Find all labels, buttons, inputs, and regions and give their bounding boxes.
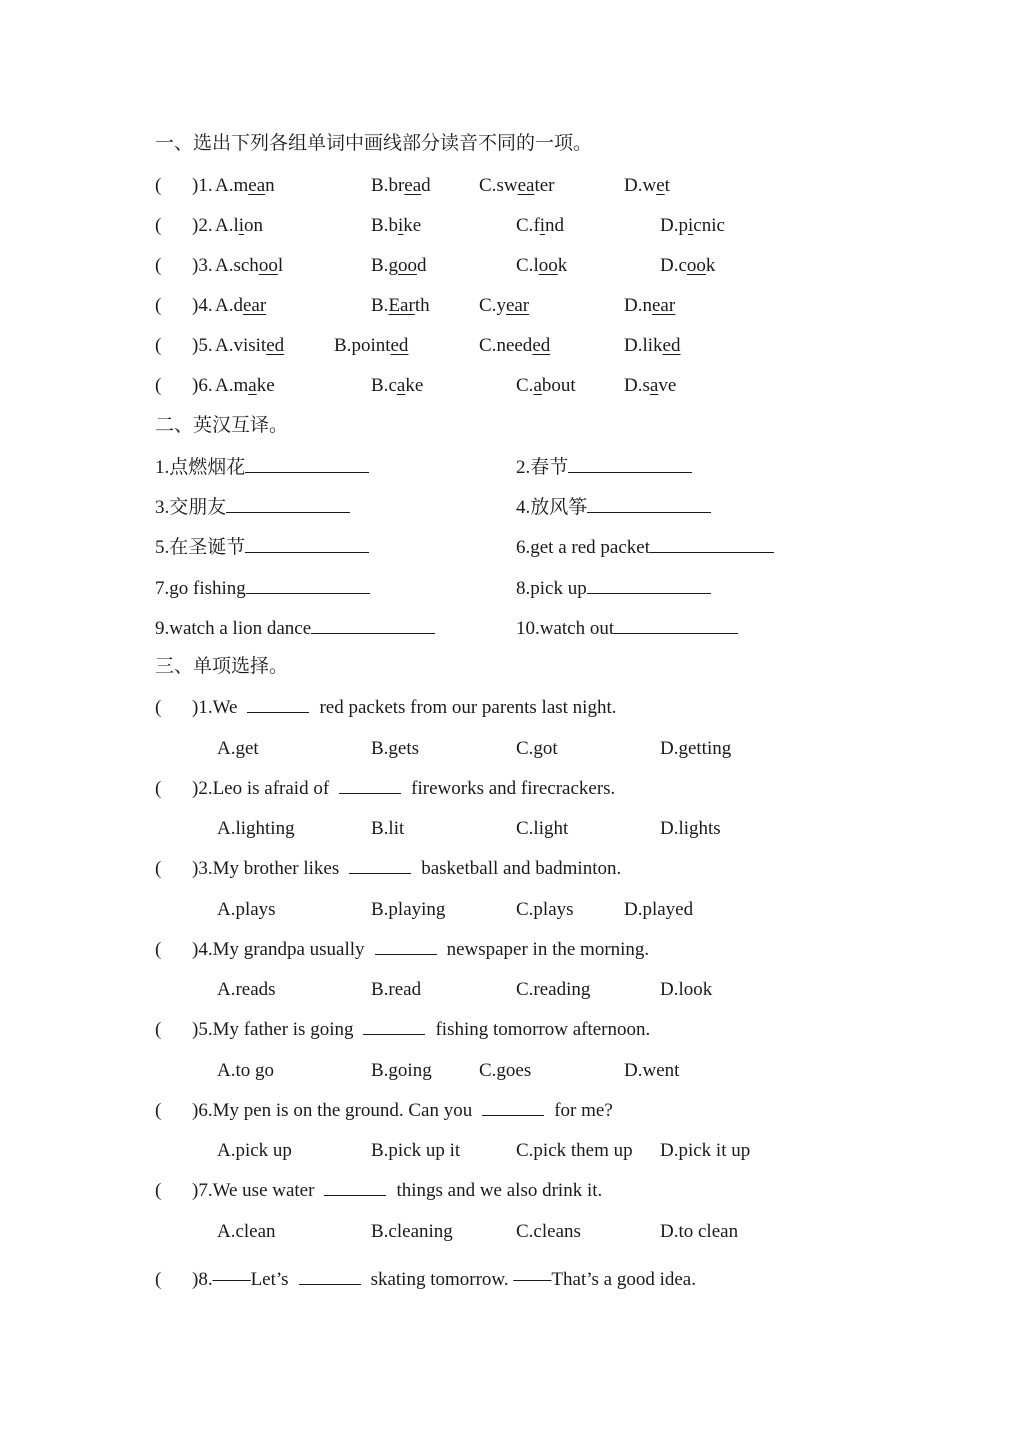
answer-paren: ( bbox=[155, 778, 162, 799]
option bbox=[371, 251, 426, 281]
option: B.gets bbox=[371, 738, 420, 759]
answer-blank bbox=[324, 1177, 386, 1196]
answer-blank bbox=[311, 613, 435, 634]
translation-prompt: 3.交朋友 bbox=[155, 497, 227, 518]
underlined-letters: ed bbox=[532, 335, 551, 356]
option: C.pick them up bbox=[516, 1140, 633, 1161]
option: D.to clean bbox=[660, 1221, 739, 1242]
options-row bbox=[0, 895, 1024, 925]
translation-prompt: 1.点燃烟花 bbox=[155, 457, 246, 478]
question-row bbox=[0, 1015, 1024, 1045]
section2-title: 二、英汉互译。 bbox=[155, 415, 289, 436]
answer-blank bbox=[246, 573, 370, 594]
option-text: ke bbox=[405, 375, 424, 396]
option: A.get bbox=[217, 738, 259, 759]
question-number: )4. bbox=[192, 939, 213, 960]
option bbox=[479, 171, 554, 201]
question-number: )2. bbox=[192, 778, 213, 799]
option-text: d bbox=[233, 295, 243, 316]
answer-paren: ( bbox=[155, 295, 162, 316]
option-letter: B. bbox=[334, 335, 352, 356]
underlined-letters: ear bbox=[505, 295, 530, 316]
stem-before: My grandpa usually bbox=[212, 939, 365, 960]
option: A.lighting bbox=[217, 818, 295, 839]
stem-before: We bbox=[212, 697, 238, 718]
underlined-letters: e bbox=[656, 175, 665, 196]
option: C.got bbox=[516, 738, 558, 759]
stem-after: things and we also drink it. bbox=[396, 1180, 603, 1201]
question-number: )3. bbox=[192, 255, 213, 276]
option-text: m bbox=[233, 375, 249, 396]
option: C.reading bbox=[516, 979, 591, 1000]
option-text: lik bbox=[642, 335, 663, 356]
underlined-letters: oo bbox=[258, 255, 278, 276]
underlined-letters: ea bbox=[248, 175, 266, 196]
translation-prompt: 6.get a red packet bbox=[516, 537, 650, 558]
underlined-letters: ea bbox=[517, 175, 535, 196]
question-stem bbox=[192, 1265, 696, 1295]
option-text: p bbox=[678, 215, 688, 236]
option bbox=[215, 371, 275, 401]
question-stem bbox=[192, 854, 621, 884]
underlined-letters: a bbox=[649, 375, 659, 396]
option-text: l bbox=[277, 255, 284, 276]
underlined-letters: ear bbox=[242, 295, 267, 316]
option-letter: C. bbox=[516, 375, 534, 396]
underlined-letters: oo bbox=[686, 255, 706, 276]
answer-paren: ( bbox=[155, 1269, 162, 1290]
option bbox=[516, 211, 564, 241]
options-row bbox=[0, 1056, 1024, 1086]
option-text: c bbox=[678, 255, 687, 276]
answer-blank bbox=[245, 452, 369, 473]
question-row bbox=[0, 774, 1024, 804]
option: B.pick up it bbox=[371, 1140, 461, 1161]
translation-item bbox=[516, 532, 1016, 562]
stem-after: fishing tomorrow afternoon. bbox=[435, 1019, 651, 1040]
stem-before: My pen is on the ground. Can you bbox=[212, 1100, 473, 1121]
option: A.reads bbox=[217, 979, 276, 1000]
answer-paren: ( bbox=[155, 375, 162, 396]
option-text: ve bbox=[658, 375, 677, 396]
option-letter: D. bbox=[624, 375, 643, 396]
option-letter: D. bbox=[660, 215, 679, 236]
answer-paren: ( bbox=[155, 1180, 162, 1201]
question-number: )6. bbox=[192, 1100, 213, 1121]
stem-before: My father is going bbox=[212, 1019, 354, 1040]
option-text: c bbox=[388, 375, 397, 396]
option-letter: A. bbox=[215, 175, 234, 196]
question-row bbox=[0, 1265, 1024, 1295]
stem-before: ——Let’s bbox=[212, 1269, 289, 1290]
question-row bbox=[0, 171, 1024, 201]
option bbox=[215, 251, 283, 281]
underlined-letters: oo bbox=[397, 255, 417, 276]
underlined-letters: a bbox=[248, 375, 257, 396]
answer-blank bbox=[363, 1016, 425, 1035]
answer-paren: ( bbox=[155, 175, 162, 196]
question-row bbox=[0, 1176, 1024, 1206]
option-text: sw bbox=[496, 175, 518, 196]
underlined-letters: ea bbox=[404, 175, 422, 196]
question-stem bbox=[192, 1176, 602, 1206]
option-text: on bbox=[244, 215, 264, 236]
option-text: w bbox=[642, 175, 657, 196]
option-letter: D. bbox=[624, 335, 643, 356]
stem-after: fireworks and firecrackers. bbox=[411, 778, 616, 799]
option-letter: D. bbox=[624, 295, 643, 316]
answer-blank bbox=[614, 613, 738, 634]
stem-after: for me? bbox=[554, 1100, 613, 1121]
question-row bbox=[0, 935, 1024, 965]
question-row bbox=[0, 251, 1024, 281]
option-text: k bbox=[705, 255, 716, 276]
option: A.to go bbox=[217, 1060, 274, 1081]
option: C.cleans bbox=[516, 1221, 581, 1242]
option-letter: A. bbox=[215, 255, 234, 276]
question-number: )7. bbox=[192, 1180, 213, 1201]
option: B.cleaning bbox=[371, 1221, 453, 1242]
answer-blank bbox=[247, 694, 309, 713]
option: D.went bbox=[624, 1060, 680, 1081]
translation-prompt: 4.放风筝 bbox=[516, 497, 588, 518]
option: B.read bbox=[371, 979, 422, 1000]
option-letter: B. bbox=[371, 375, 389, 396]
underlined-letters: i bbox=[687, 215, 694, 236]
option-text: d bbox=[421, 175, 431, 196]
option-text: m bbox=[233, 175, 249, 196]
option: A.plays bbox=[217, 899, 276, 920]
answer-paren: ( bbox=[155, 697, 162, 718]
stem-after: basketball and badminton. bbox=[421, 858, 622, 879]
underlined-letters: ed bbox=[662, 335, 681, 356]
answer-blank bbox=[226, 492, 350, 513]
question-row bbox=[0, 331, 1024, 361]
option-text: f bbox=[533, 215, 540, 236]
translation-prompt: 8.pick up bbox=[516, 578, 587, 599]
option-text: sch bbox=[233, 255, 259, 276]
stem-after: skating tomorrow. ——That’s a good idea. bbox=[370, 1269, 696, 1290]
answer-paren: ( bbox=[155, 1100, 162, 1121]
option-text: t bbox=[664, 175, 670, 196]
option-text: b bbox=[388, 215, 398, 236]
option: D.look bbox=[660, 979, 713, 1000]
answer-paren: ( bbox=[155, 1019, 162, 1040]
option bbox=[624, 331, 680, 361]
option-text: cnic bbox=[693, 215, 725, 236]
question-row bbox=[0, 291, 1024, 321]
option-text: g bbox=[388, 255, 398, 276]
answer-blank bbox=[568, 452, 692, 473]
option-text: br bbox=[388, 175, 405, 196]
option-letter: D. bbox=[660, 255, 679, 276]
question-number: )4. bbox=[192, 295, 213, 316]
question-row bbox=[0, 693, 1024, 723]
question-number: )1. bbox=[192, 175, 213, 196]
option-text: need bbox=[496, 335, 533, 356]
option bbox=[371, 371, 423, 401]
option-text: nd bbox=[545, 215, 565, 236]
translation-item bbox=[516, 492, 1016, 522]
options-row bbox=[0, 814, 1024, 844]
option bbox=[516, 371, 576, 401]
option bbox=[371, 171, 431, 201]
option-letter: A. bbox=[215, 335, 234, 356]
option bbox=[624, 371, 676, 401]
option-letter: B. bbox=[371, 215, 389, 236]
underlined-letters: i bbox=[397, 215, 404, 236]
question-stem bbox=[192, 693, 617, 723]
option: D.getting bbox=[660, 738, 732, 759]
translation-prompt: 5.在圣诞节 bbox=[155, 537, 246, 558]
option-text: y bbox=[496, 295, 506, 316]
answer-blank bbox=[482, 1097, 544, 1116]
option bbox=[479, 291, 529, 321]
option-text: l bbox=[233, 215, 239, 236]
underlined-letters: ear bbox=[651, 295, 676, 316]
answer-paren: ( bbox=[155, 215, 162, 236]
option-letter: A. bbox=[215, 375, 234, 396]
option-text: s bbox=[642, 375, 650, 396]
option: C.light bbox=[516, 818, 569, 839]
option bbox=[371, 211, 421, 241]
option: A.pick up bbox=[217, 1140, 292, 1161]
option bbox=[215, 211, 263, 241]
answer-paren: ( bbox=[155, 939, 162, 960]
translation-prompt: 2.春节 bbox=[516, 457, 569, 478]
option: B.playing bbox=[371, 899, 446, 920]
option bbox=[215, 171, 275, 201]
answer-blank bbox=[245, 532, 369, 553]
stem-before: My brother likes bbox=[212, 858, 340, 879]
section1-title: 一、选出下列各组单词中画线部分读音不同的一项。 bbox=[155, 133, 593, 154]
options-row bbox=[0, 1136, 1024, 1166]
underlined-letters: ed bbox=[390, 335, 409, 356]
answer-blank bbox=[587, 492, 711, 513]
option: D.pick it up bbox=[660, 1140, 751, 1161]
question-number: )6. bbox=[192, 375, 213, 396]
answer-paren: ( bbox=[155, 858, 162, 879]
option-letter: D. bbox=[624, 175, 643, 196]
option-text: d bbox=[416, 255, 427, 276]
stem-after: newspaper in the morning. bbox=[446, 939, 650, 960]
question-stem bbox=[192, 935, 649, 965]
answer-blank bbox=[349, 855, 411, 874]
translation-prompt: 9.watch a lion dance bbox=[155, 618, 312, 639]
question-row bbox=[0, 371, 1024, 401]
options-row bbox=[0, 975, 1024, 1005]
option: C.plays bbox=[516, 899, 574, 920]
question-number: )3. bbox=[192, 858, 213, 879]
option-letter: C. bbox=[479, 175, 497, 196]
option bbox=[215, 331, 284, 361]
question-stem bbox=[192, 1096, 613, 1126]
answer-paren: ( bbox=[155, 335, 162, 356]
underlined-letters: i bbox=[539, 215, 546, 236]
translation-item bbox=[516, 613, 1016, 643]
underlined-letters: oo bbox=[538, 255, 558, 276]
underlined-letters: i bbox=[238, 215, 245, 236]
option-text: k bbox=[557, 255, 568, 276]
option: B.lit bbox=[371, 818, 405, 839]
translation-item bbox=[516, 573, 1016, 603]
question-number: )2. bbox=[192, 215, 213, 236]
option: D.lights bbox=[660, 818, 721, 839]
option-text: visit bbox=[233, 335, 267, 356]
option-text: point bbox=[351, 335, 391, 356]
option-letter: B. bbox=[371, 255, 389, 276]
option bbox=[660, 251, 715, 281]
question-row bbox=[0, 854, 1024, 884]
option-text: th bbox=[414, 295, 430, 316]
option bbox=[660, 211, 725, 241]
stem-after: red packets from our parents last night. bbox=[319, 697, 617, 718]
option bbox=[479, 331, 550, 361]
translation-item bbox=[516, 452, 1016, 482]
question-stem bbox=[192, 774, 615, 804]
answer-blank bbox=[587, 573, 711, 594]
option-text: n bbox=[642, 295, 652, 316]
option-letter: A. bbox=[215, 295, 234, 316]
option-text: ter bbox=[534, 175, 555, 196]
answer-blank bbox=[339, 775, 401, 794]
stem-before: We use water bbox=[212, 1180, 315, 1201]
translation-prompt: 10.watch out bbox=[516, 618, 615, 639]
option: D.played bbox=[624, 899, 694, 920]
option-text: n bbox=[265, 175, 275, 196]
question-number: )1. bbox=[192, 697, 213, 718]
option bbox=[624, 171, 670, 201]
question-number: )8. bbox=[192, 1269, 213, 1290]
question-number: )5. bbox=[192, 335, 213, 356]
option-letter: C. bbox=[479, 295, 497, 316]
underlined-letters: ed bbox=[266, 335, 285, 356]
option bbox=[215, 291, 266, 321]
option-text: ke bbox=[403, 215, 422, 236]
option-letter: B. bbox=[371, 175, 389, 196]
section3-title: 三、单项选择。 bbox=[155, 656, 289, 677]
underlined-letters: a bbox=[396, 375, 406, 396]
underlined-letters: a bbox=[533, 375, 542, 396]
option-letter: C. bbox=[516, 215, 534, 236]
answer-blank bbox=[299, 1266, 361, 1285]
option: C.goes bbox=[479, 1060, 532, 1081]
answer-blank bbox=[375, 936, 437, 955]
option-text: l bbox=[533, 255, 539, 276]
option-letter: C. bbox=[516, 255, 534, 276]
options-row bbox=[0, 1217, 1024, 1247]
question-row bbox=[0, 1096, 1024, 1126]
question-number: )5. bbox=[192, 1019, 213, 1040]
option-letter: B. bbox=[371, 295, 389, 316]
question-row bbox=[0, 211, 1024, 241]
translation-prompt: 7.go fishing bbox=[155, 578, 246, 599]
option-letter: C. bbox=[479, 335, 497, 356]
underlined-letters: Ear bbox=[388, 295, 415, 316]
option-letter: A. bbox=[215, 215, 234, 236]
option: A.clean bbox=[217, 1221, 276, 1242]
option bbox=[334, 331, 408, 361]
stem-before: Leo is afraid of bbox=[212, 778, 330, 799]
answer-paren: ( bbox=[155, 255, 162, 276]
option: B.going bbox=[371, 1060, 432, 1081]
option bbox=[371, 291, 430, 321]
option-text: ke bbox=[256, 375, 275, 396]
options-row bbox=[0, 734, 1024, 764]
option-text: bout bbox=[541, 375, 576, 396]
question-stem bbox=[192, 1015, 650, 1045]
answer-blank bbox=[650, 532, 774, 553]
option bbox=[516, 251, 567, 281]
option bbox=[624, 291, 675, 321]
